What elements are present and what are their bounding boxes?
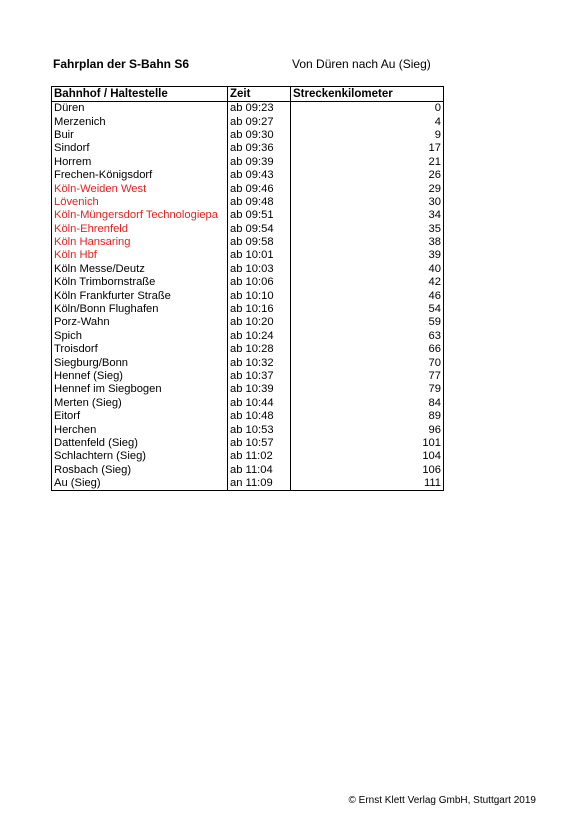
km-cell: 17 bbox=[291, 142, 444, 155]
table-row bbox=[52, 356, 444, 369]
time-cell: ab 11:02 bbox=[228, 450, 291, 463]
table-row bbox=[52, 249, 444, 262]
km-cell: 54 bbox=[291, 303, 444, 316]
time-cell: ab 09:48 bbox=[228, 196, 291, 209]
station-cell: Köln Trimbornstraße bbox=[52, 276, 228, 289]
station-cell: Horrem bbox=[52, 156, 228, 169]
station-cell: Spich bbox=[52, 330, 228, 343]
station-cell: Hennef im Siegbogen bbox=[52, 383, 228, 396]
station-cell: Porz-Wahn bbox=[52, 316, 228, 329]
table-row bbox=[52, 276, 444, 289]
station-cell: Sindorf bbox=[52, 142, 228, 155]
km-cell: 79 bbox=[291, 383, 444, 396]
station-cell: Köln Hansaring bbox=[52, 236, 228, 249]
table-row bbox=[52, 423, 444, 436]
station-cell: Troisdorf bbox=[52, 343, 228, 356]
km-cell: 42 bbox=[291, 276, 444, 289]
km-cell: 39 bbox=[291, 249, 444, 262]
time-cell: ab 10:53 bbox=[228, 423, 291, 436]
table-row bbox=[52, 289, 444, 302]
km-cell: 40 bbox=[291, 263, 444, 276]
station-cell: Siegburg/Bonn bbox=[52, 356, 228, 369]
time-cell: an 11:09 bbox=[228, 477, 291, 491]
time-cell: ab 10:24 bbox=[228, 330, 291, 343]
station-cell: Köln-Ehrenfeld bbox=[52, 223, 228, 236]
time-cell: ab 10:20 bbox=[228, 316, 291, 329]
time-cell: ab 09:51 bbox=[228, 209, 291, 222]
station-cell: Lövenich bbox=[52, 196, 228, 209]
table-row bbox=[52, 303, 444, 316]
station-cell: Hennef (Sieg) bbox=[52, 370, 228, 383]
table-row bbox=[52, 196, 444, 209]
km-cell: 84 bbox=[291, 397, 444, 410]
column-header-time: Zeit bbox=[228, 87, 291, 102]
copyright-footer: © Ernst Klett Verlag GmbH, Stuttgart 2019 bbox=[348, 795, 536, 806]
km-cell: 35 bbox=[291, 223, 444, 236]
station-cell: Frechen-Königsdorf bbox=[52, 169, 228, 182]
table-row bbox=[52, 223, 444, 236]
table-row bbox=[52, 370, 444, 383]
station-cell: Düren bbox=[52, 102, 228, 116]
km-cell: 29 bbox=[291, 182, 444, 195]
km-cell: 26 bbox=[291, 169, 444, 182]
time-cell: ab 09:54 bbox=[228, 223, 291, 236]
time-cell: ab 10:10 bbox=[228, 289, 291, 302]
station-cell: Dattenfeld (Sieg) bbox=[52, 437, 228, 450]
station-cell: Köln-Müngersdorf Technologiepa bbox=[52, 209, 228, 222]
station-cell: Au (Sieg) bbox=[52, 477, 228, 491]
timetable bbox=[51, 86, 444, 491]
time-cell: ab 09:36 bbox=[228, 142, 291, 155]
km-cell: 89 bbox=[291, 410, 444, 423]
table-row bbox=[52, 169, 444, 182]
km-cell: 111 bbox=[291, 477, 444, 491]
km-cell: 0 bbox=[291, 102, 444, 116]
station-cell: Köln Messe/Deutz bbox=[52, 263, 228, 276]
time-cell: ab 10:01 bbox=[228, 249, 291, 262]
km-cell: 104 bbox=[291, 450, 444, 463]
time-cell: ab 09:58 bbox=[228, 236, 291, 249]
table-row bbox=[52, 450, 444, 463]
time-cell: ab 10:06 bbox=[228, 276, 291, 289]
time-cell: ab 10:44 bbox=[228, 397, 291, 410]
time-cell: ab 10:39 bbox=[228, 383, 291, 396]
km-cell: 34 bbox=[291, 209, 444, 222]
station-cell: Schlachtern (Sieg) bbox=[52, 450, 228, 463]
km-cell: 66 bbox=[291, 343, 444, 356]
km-cell: 38 bbox=[291, 236, 444, 249]
station-cell: Merten (Sieg) bbox=[52, 397, 228, 410]
time-cell: ab 11:04 bbox=[228, 464, 291, 477]
time-cell: ab 09:43 bbox=[228, 169, 291, 182]
station-cell: Merzenich bbox=[52, 115, 228, 128]
time-cell: ab 10:37 bbox=[228, 370, 291, 383]
table-row bbox=[52, 209, 444, 222]
time-cell: ab 10:57 bbox=[228, 437, 291, 450]
column-header-station: Bahnhof / Haltestelle bbox=[52, 87, 228, 102]
km-cell: 96 bbox=[291, 423, 444, 436]
station-cell: Köln/Bonn Flughafen bbox=[52, 303, 228, 316]
station-cell: Köln-Weiden West bbox=[52, 182, 228, 195]
km-cell: 106 bbox=[291, 464, 444, 477]
route-subtitle: Von Düren nach Au (Sieg) bbox=[292, 57, 431, 71]
time-cell: ab 09:39 bbox=[228, 156, 291, 169]
km-cell: 59 bbox=[291, 316, 444, 329]
table-row bbox=[52, 236, 444, 249]
table-row bbox=[52, 397, 444, 410]
time-cell: ab 09:30 bbox=[228, 129, 291, 142]
km-cell: 70 bbox=[291, 356, 444, 369]
table-row bbox=[52, 102, 444, 116]
table-row bbox=[52, 316, 444, 329]
time-cell: ab 09:46 bbox=[228, 182, 291, 195]
station-cell: Buir bbox=[52, 129, 228, 142]
table-row bbox=[52, 142, 444, 155]
time-cell: ab 09:23 bbox=[228, 102, 291, 116]
time-cell: ab 10:32 bbox=[228, 356, 291, 369]
station-cell: Rosbach (Sieg) bbox=[52, 464, 228, 477]
table-row bbox=[52, 115, 444, 128]
km-cell: 4 bbox=[291, 115, 444, 128]
time-cell: ab 10:48 bbox=[228, 410, 291, 423]
column-header-km: Streckenkilometer bbox=[291, 87, 444, 102]
table-row bbox=[52, 182, 444, 195]
time-cell: ab 09:27 bbox=[228, 115, 291, 128]
table-row bbox=[52, 156, 444, 169]
table-row bbox=[52, 437, 444, 450]
station-cell: Köln Hbf bbox=[52, 249, 228, 262]
time-cell: ab 10:28 bbox=[228, 343, 291, 356]
time-cell: ab 10:03 bbox=[228, 263, 291, 276]
km-cell: 21 bbox=[291, 156, 444, 169]
station-cell: Eitorf bbox=[52, 410, 228, 423]
km-cell: 63 bbox=[291, 330, 444, 343]
table-row bbox=[52, 129, 444, 142]
table-row bbox=[52, 410, 444, 423]
time-cell: ab 10:16 bbox=[228, 303, 291, 316]
table-row bbox=[52, 263, 444, 276]
table-row bbox=[52, 477, 444, 491]
timetable-body bbox=[52, 102, 444, 491]
station-cell: Herchen bbox=[52, 423, 228, 436]
km-cell: 77 bbox=[291, 370, 444, 383]
table-row bbox=[52, 330, 444, 343]
table-header-row bbox=[52, 87, 444, 102]
km-cell: 101 bbox=[291, 437, 444, 450]
km-cell: 30 bbox=[291, 196, 444, 209]
table-row bbox=[52, 464, 444, 477]
table-row bbox=[52, 383, 444, 396]
km-cell: 46 bbox=[291, 289, 444, 302]
table-row bbox=[52, 343, 444, 356]
km-cell: 9 bbox=[291, 129, 444, 142]
document-title: Fahrplan der S-Bahn S6 bbox=[53, 57, 190, 71]
station-cell: Köln Frankfurter Straße bbox=[52, 289, 228, 302]
